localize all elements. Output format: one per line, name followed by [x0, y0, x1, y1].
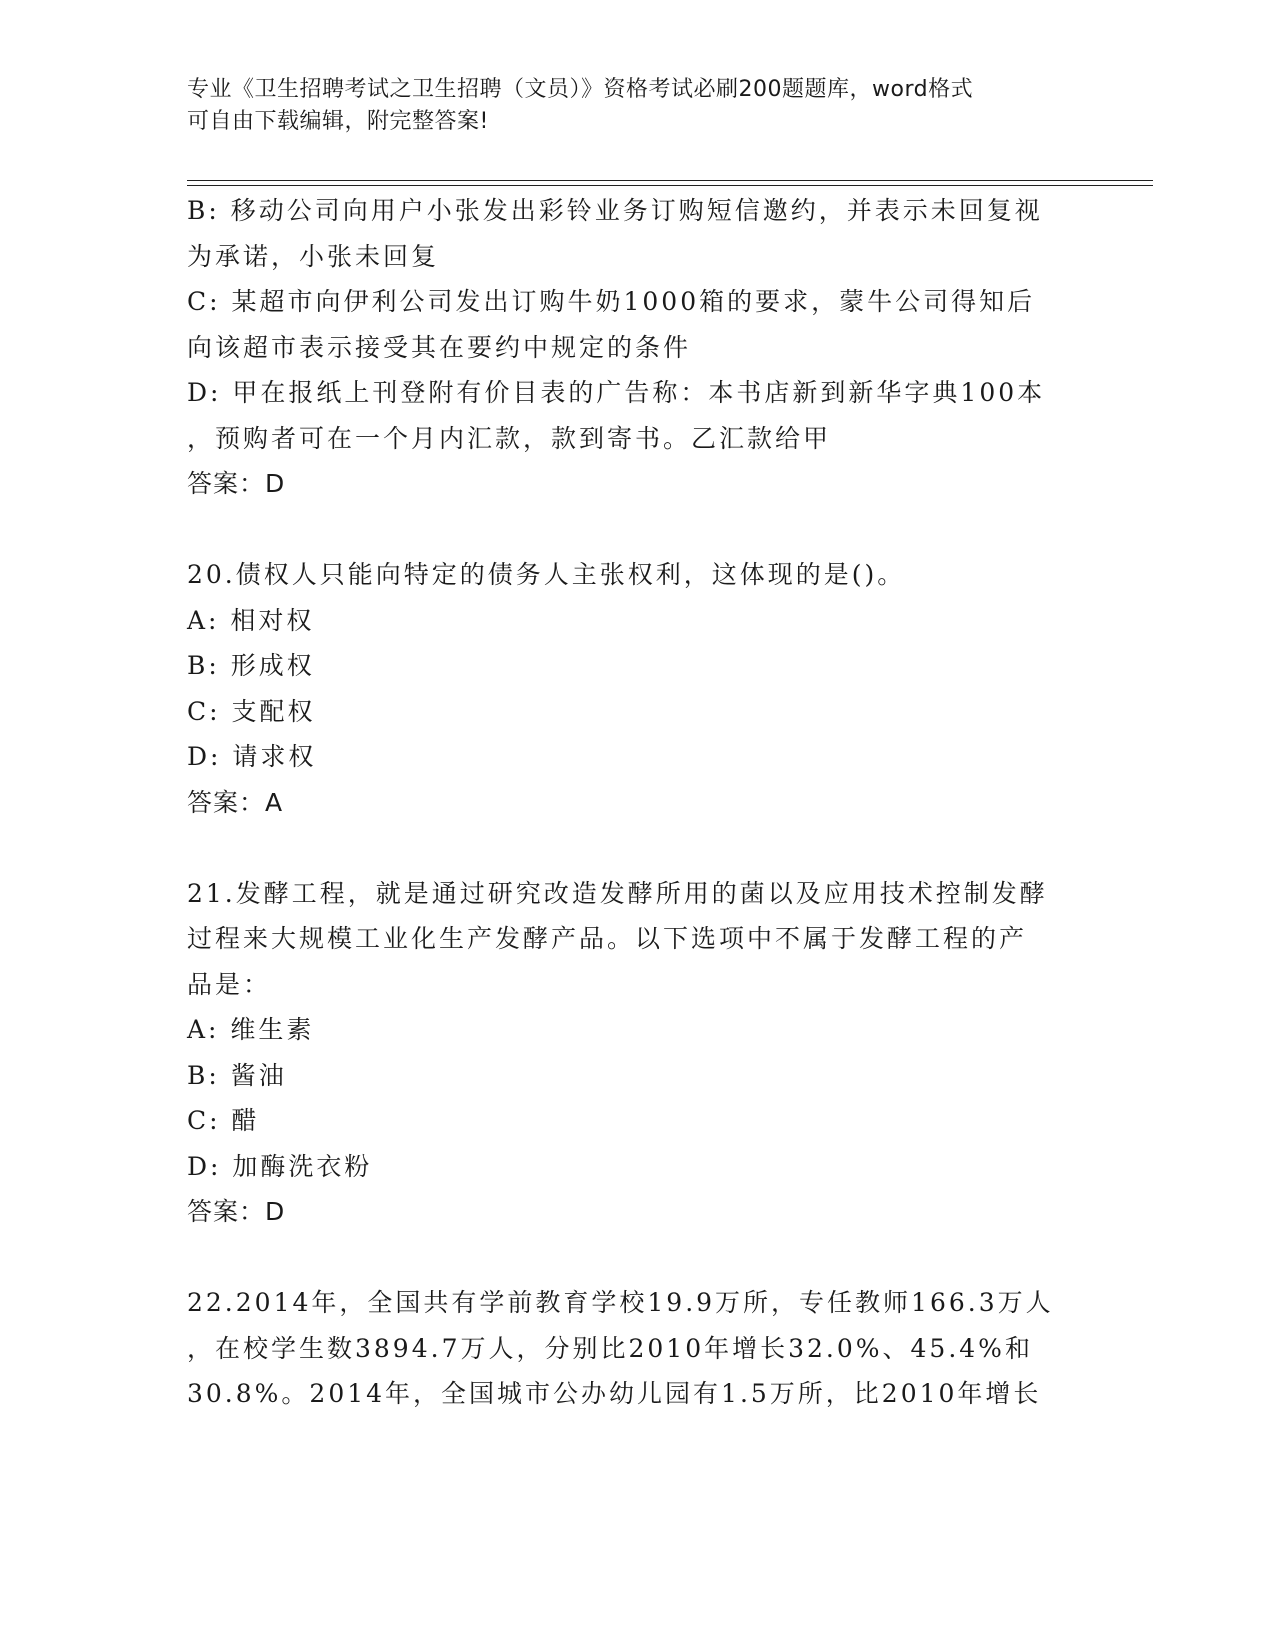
- option-b: B: 酱油: [187, 1060, 287, 1090]
- header-title-line-2: 可自由下载编辑，附完整答案!: [187, 109, 489, 134]
- header-divider-bottom: [187, 185, 1153, 186]
- option-b-line-1: B: 移动公司向用户小张发出彩铃业务订购短信邀约，并表示未回复视: [187, 196, 1043, 225]
- question-stem-line-1: 21.发酵工程，就是通过研究改造发酵所用的菌以及应用技术控制发酵: [187, 878, 1048, 908]
- question-stem-line-3: 品是：: [187, 969, 272, 999]
- question-stem-line-2: 过程来大规模工业化生产发酵产品。以下选项中不属于发酵工程的产: [187, 924, 1028, 953]
- question-stem-line-1: 22.2014年，全国共有学前教育学校19.9万所，专任教师166.3万人: [187, 1288, 1054, 1317]
- spacer: [187, 825, 1087, 871]
- option-d: D: 请求权: [187, 742, 317, 771]
- document-header: [187, 74, 1067, 138]
- spacer: [187, 507, 1087, 553]
- question-22: [187, 1280, 1087, 1417]
- option-a: A: 相对权: [187, 605, 315, 635]
- option-a: A: 维生素: [187, 1015, 315, 1044]
- question-19-continued: [187, 188, 1087, 507]
- option-b-line-2: 为承诺，小张未回复: [187, 241, 440, 271]
- question-20: [187, 552, 1087, 825]
- question-stem-line-2: ，在校学生数3894.7万人，分别比2010年增长32.0%、45.4%和: [187, 1333, 1033, 1363]
- question-stem: 20.债权人只能向特定的债务人主张权利，这体现的是()。: [187, 560, 906, 589]
- option-d-line-2: ，预购者可在一个月内汇款，款到寄书。乙汇款给甲: [187, 423, 832, 453]
- document-body: [187, 188, 1087, 1417]
- option-d: D: 加酶洗衣粉: [187, 1151, 373, 1181]
- option-c-line-2: 向该超市表示接受其在要约中规定的条件: [187, 332, 692, 362]
- header-title-line-1: 专业《卫生招聘考试之卫生招聘（文员）》资格考试必刷200题题库，word格式: [187, 77, 974, 102]
- answer: 答案：A: [187, 787, 284, 817]
- option-c: C: 醋: [187, 1106, 260, 1135]
- spacer: [187, 1235, 1087, 1281]
- answer: 答案：D: [187, 1197, 286, 1226]
- answer: 答案：D: [187, 469, 286, 498]
- option-c-line-1: C: 某超市向伊利公司发出订购牛奶1000箱的要求，蒙牛公司得知后: [187, 287, 1036, 316]
- question-stem-line-3: 30.8%。2014年，全国城市公办幼儿园有1.5万所，比2010年增长: [187, 1379, 1042, 1408]
- option-d-line-1: D: 甲在报纸上刊登附有价目表的广告称：本书店新到新华字典100本: [187, 378, 1046, 407]
- question-21: [187, 871, 1087, 1235]
- header-divider-top: [187, 180, 1153, 181]
- option-c: C: 支配权: [187, 696, 316, 726]
- option-b: B: 形成权: [187, 651, 315, 680]
